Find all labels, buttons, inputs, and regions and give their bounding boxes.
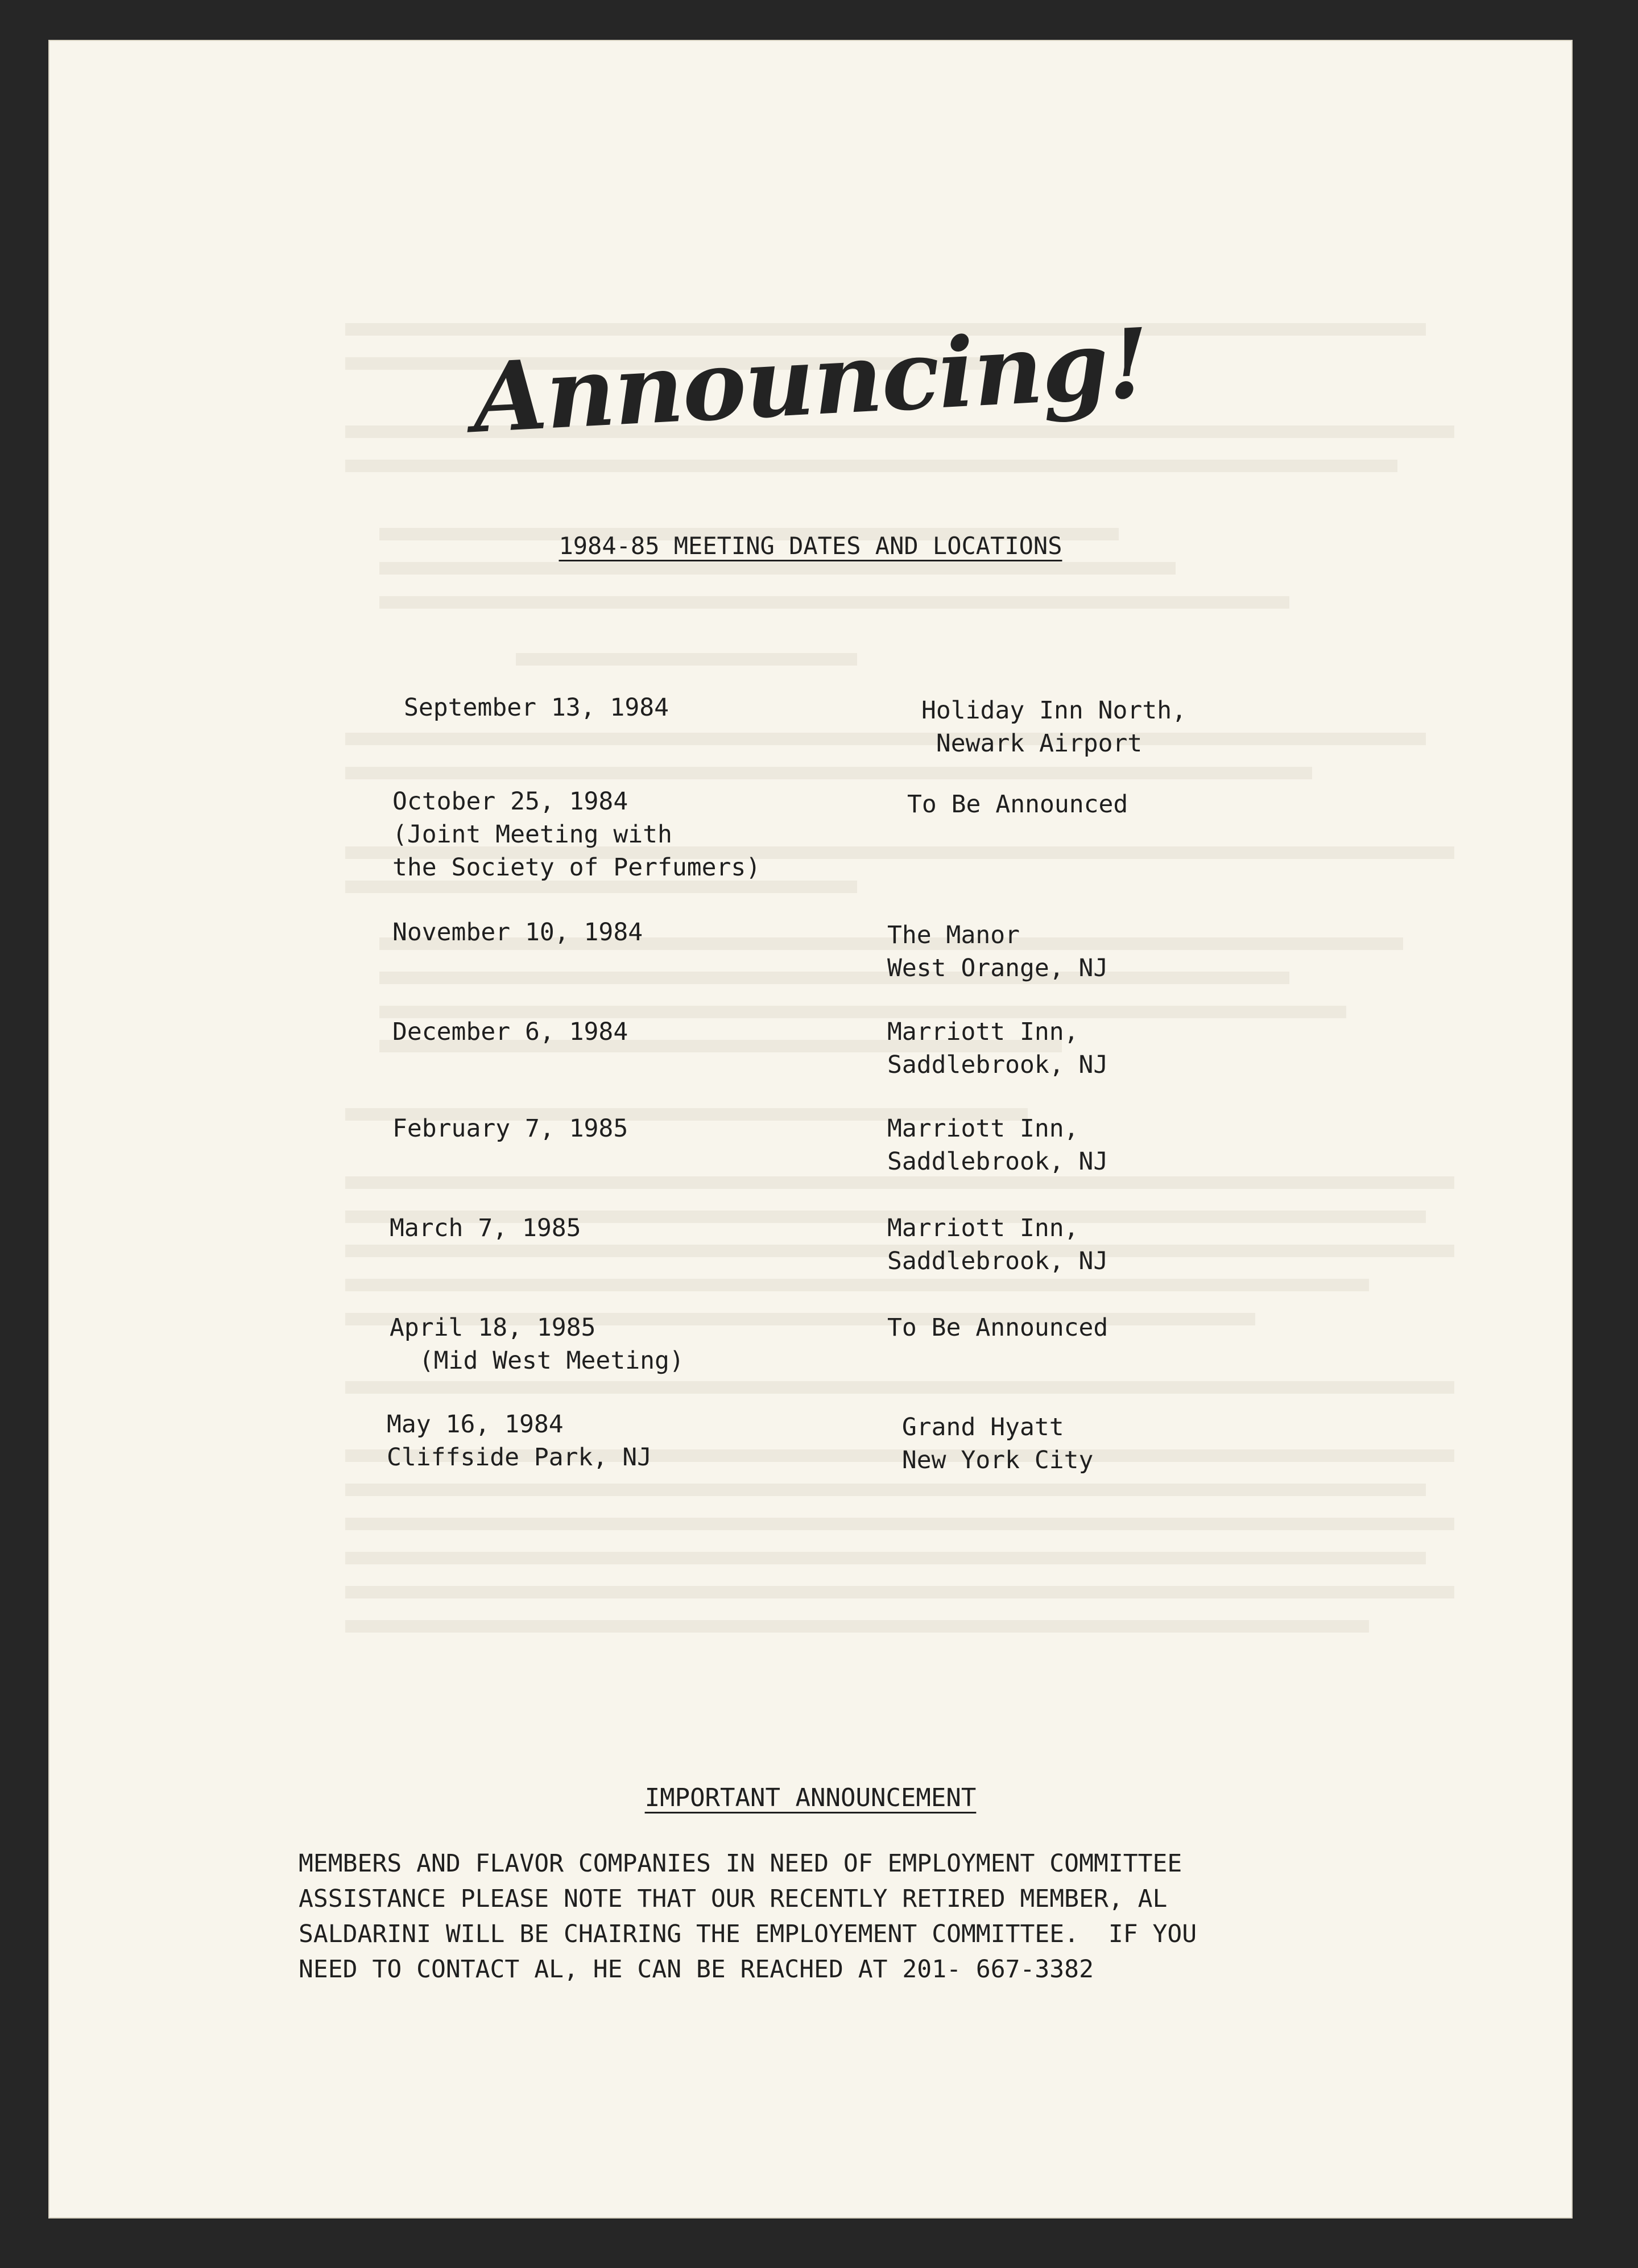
announcement-heading xyxy=(48,1783,1573,1812)
meeting-date-5: February 7, 1985 xyxy=(392,1114,628,1143)
document-page xyxy=(48,40,1573,2219)
meeting-place-4: Marriott Inn, Saddlebrook, NJ xyxy=(887,1018,1108,1079)
meeting-date-2: October 25, 1984 (Joint Meeting with the Society of Perfumers) xyxy=(392,787,761,882)
meeting-date-3: November 10, 1984 xyxy=(392,918,643,947)
meeting-place-2: To Be Announced xyxy=(907,790,1128,819)
meeting-place-7: To Be Announced xyxy=(887,1313,1108,1342)
meeting-place-6: Marriott Inn, Saddlebrook, NJ xyxy=(887,1214,1108,1275)
meeting-date-4: December 6, 1984 xyxy=(392,1018,628,1046)
meeting-place-3: The Manor West Orange, NJ xyxy=(887,921,1108,982)
meeting-date-6: March 7, 1985 xyxy=(390,1214,581,1242)
page-subtitle xyxy=(48,532,1573,560)
meeting-date-8: May 16, 1984 Cliffside Park, NJ xyxy=(387,1410,652,1472)
meeting-place-8: Grand Hyatt New York City xyxy=(901,1413,1094,1474)
announcement-heading-text: IMPORTANT ANNOUNCEMENT xyxy=(644,1783,977,1812)
meeting-place-1: Holiday Inn North, Newark Airport xyxy=(921,696,1186,758)
subtitle-text: 1984-85 MEETING DATES AND LOCATIONS xyxy=(559,532,1062,560)
meeting-date-7: April 18, 1985 (Mid West Meeting) xyxy=(390,1313,684,1375)
announcement-body: MEMBERS AND FLAVOR COMPANIES IN NEED OF EMPLOYMENT COMMITTEE ASSISTANCE PLEASE NOTE THAT OUR RECENTLY RETIRED MEMBER, AL SALDARINI WILL BE CHAIRING THE EMPLOYEMENT COMMITTEE. IF YOU NEED TO CONTACT AL, HE CAN BE REACHED AT 201- 667-3382 xyxy=(299,1849,1197,1984)
meeting-date-1: September 13, 1984 xyxy=(404,693,669,722)
meeting-place-5: Marriott Inn, Saddlebrook, NJ xyxy=(887,1114,1108,1176)
headline: Announcing! xyxy=(470,307,1151,455)
